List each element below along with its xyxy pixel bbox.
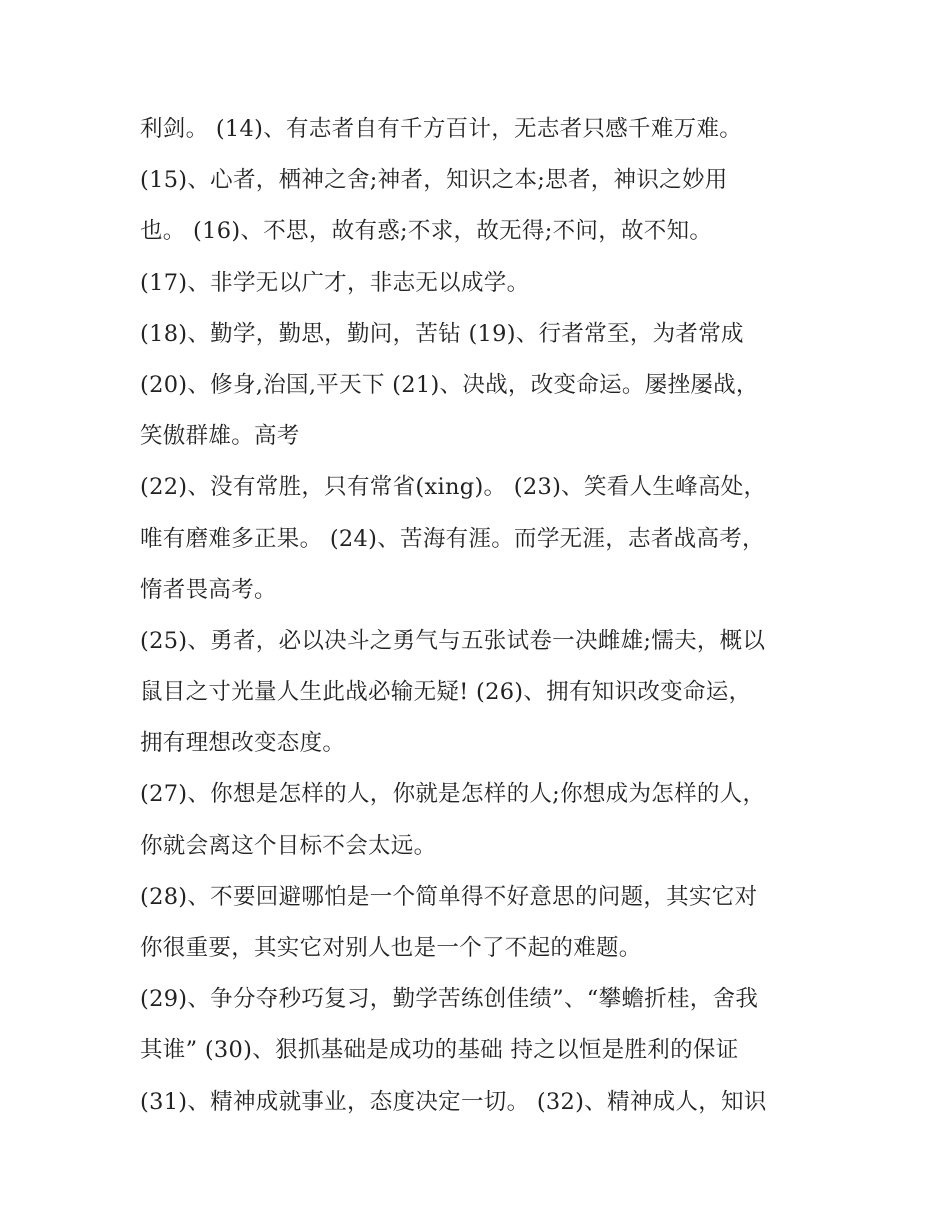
text-line: (15)、心者，栖神之舍;神者，知识之本;思者，神识之妙用 [140, 167, 728, 194]
text-line: 惰者畏高考。 [140, 576, 277, 603]
text-line: (22)、没有常胜，只有常省(xing)。 (23)、笑看人生峰高处， [140, 474, 767, 501]
text-line: 笑傲群雄。高考 [140, 423, 300, 450]
text-line: (20)、修身,治国,平天下 (21)、决战，改变命运。屡挫屡战， [140, 371, 759, 398]
document-body [140, 104, 840, 1128]
text-line: (17)、非学无以广才，非志无以成学。 [140, 269, 530, 296]
text-line: 唯有磨难多正果。 (24)、苦海有涯。而学无涯，志者战高考， [140, 525, 765, 552]
text-line: 其谁” (30)、狠抓基础是成功的基础 持之以恒是胜利的保证 [140, 1037, 739, 1064]
text-line: (18)、勤学，勤思，勤问，苦钻 (19)、行者常至，为者常成 [140, 320, 744, 347]
text-line: 拥有理想改变态度。 [140, 730, 346, 757]
text-line: (27)、你想是怎样的人，你就是怎样的人;你想成为怎样的人， [140, 781, 766, 808]
text-line: 利剑。 (14)、有志者自有千方百计，无志者只感千难万难。 [140, 116, 743, 142]
text-line: 也。 (16)、不思，故有惑;不求，故无得;不问，故不知。 [140, 218, 713, 245]
text-line: (28)、不要回避哪怕是一个简单得不好意思的问题，其实它对 [140, 883, 758, 910]
text-line: (31)、精神成就事业，态度决定一切。 (32)、精神成人，知识 [140, 1088, 767, 1115]
text-line: 你就会离这个目标不会太远。 [140, 832, 437, 859]
text-line: 你很重要，其实它对别人也是一个了不起的难题。 [140, 935, 642, 961]
text-line: 鼠目之寸光量人生此战必输无疑! (26)、拥有知识改变命运， [140, 679, 752, 706]
text-line: (25)、勇者，必以决斗之勇气与五张试卷一决雌雄;懦夫，概以 [140, 627, 766, 654]
text-line: (29)、争分夺秒巧复习，勤学苦练创佳绩”、“攀蟾折桂，舍我 [140, 986, 759, 1013]
